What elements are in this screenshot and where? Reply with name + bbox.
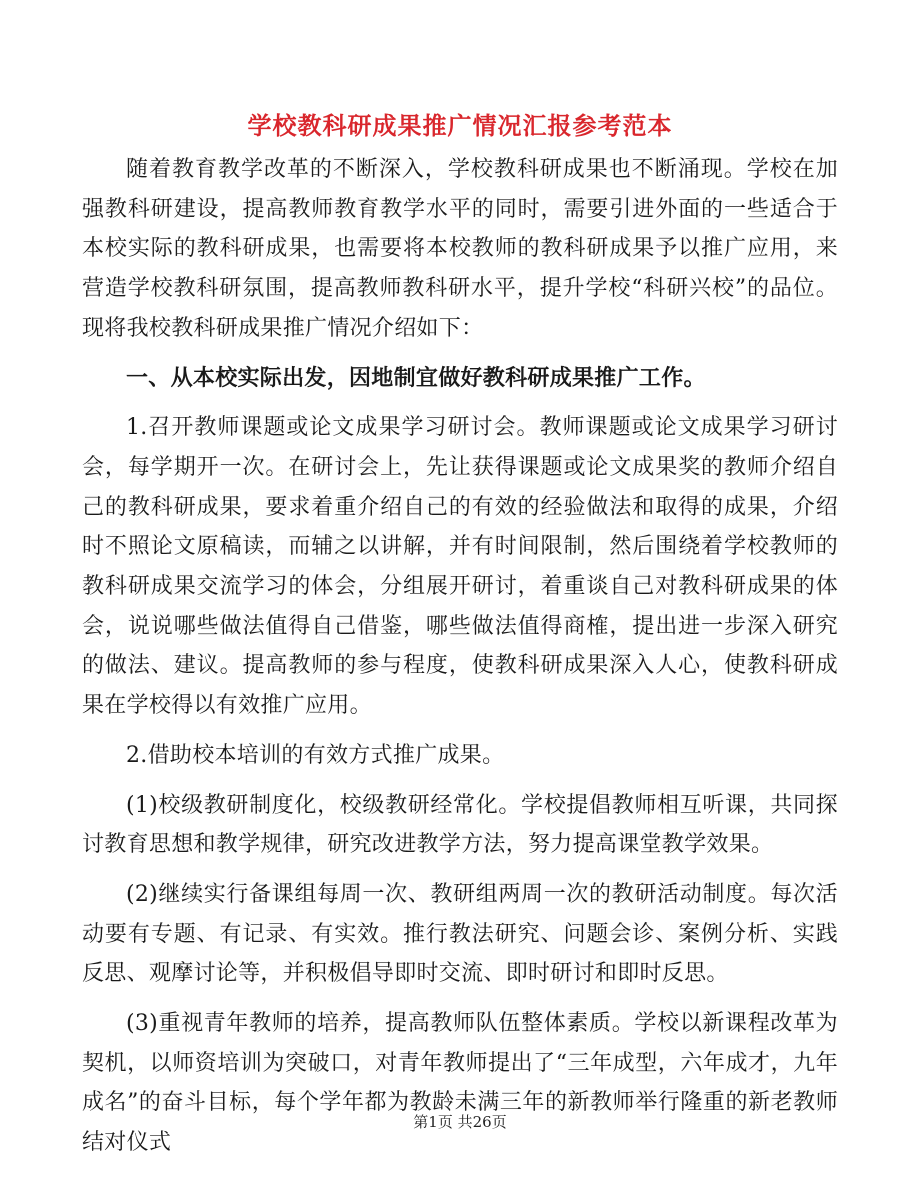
document-title: 学校教科研成果推广情况汇报参考范本 [247,111,673,140]
document-body [82,150,838,1163]
paragraph-gap [82,398,838,408]
paragraph-gap [82,994,838,1004]
subitem-paragraph-3: (3)重视青年教师的培养，提高教师队伍整体素质。学校以新课程改革为契机，以师资培训为突破口，对青年教师提出了“三年成型，六年成才，九年成名”的奋斗目标，每个学年都为教龄未满三年的新教师举行隆重的新老教师结对仪式 [82,1011,838,1156]
section-heading-1: 一、从本校实际出发，因地制宜做好教科研成果推广工作。 [126,364,706,391]
item-paragraph-2: 2.借助校本培训的有效方式推广成果。 [126,742,505,768]
subitem-paragraph-1: (1)校级教研制度化，校级教研经常化。学校提倡教师相互听课，共同探讨教育思想和教学规律，研究改进教学方法，努力提高课堂教学效果。 [82,792,838,858]
paragraph-gap [82,776,838,786]
paragraph-gap [82,349,838,359]
subitem-paragraph-2: (2)继续实行备课组每周一次、教研组两周一次的教研活动制度。每次活动要有专题、有记录、有实效。推行教法研究、问题会诊、案例分析、实践反思、观摩讨论等，并积极倡导即时交流、即时研讨和即时反思。 [82,881,838,987]
intro-paragraph: 随着教育教学改革的不断深入，学校教科研成果也不断涌现。学校在加强教科研建设，提高教师教育教学水平的同时，需要引进外面的一些适合于本校实际的教科研成果，也需要将本校教师的教科研成果予以推广应用，来营造学校教科研氛围，提高教师教科研水平，提升学校“科研兴校”的品位。现将我校教科研成果推广情况介绍如下： [82,157,838,341]
paragraph-gap [82,865,838,875]
item-paragraph-1: 1.召开教师课题或论文成果学习研讨会。教师课题或论文成果学习研讨会，每学期开一次。在研讨会上，先让获得课题或论文成果奖的教师介绍自己的教科研成果，要求着重介绍自己的有效的经验做法和取得的成果，介绍时不照论文原稿读，而辅之以讲解，并有时间限制，然后围绕着学校教师的教科研成果交流学习的体会，分组展开研讨，着重谈自己对教科研成果的体会，说说哪些做法值得自己借鉴，哪些做法值得商榷，提出进一步深入研究的做法、建议。提高教师的参与程度，使教科研成果深入人心，使教科研成果在学校得以有效推广应用。 [82,415,838,719]
paragraph-gap [82,726,838,736]
page-number-footer: 第1页 共26页 [413,1113,507,1131]
